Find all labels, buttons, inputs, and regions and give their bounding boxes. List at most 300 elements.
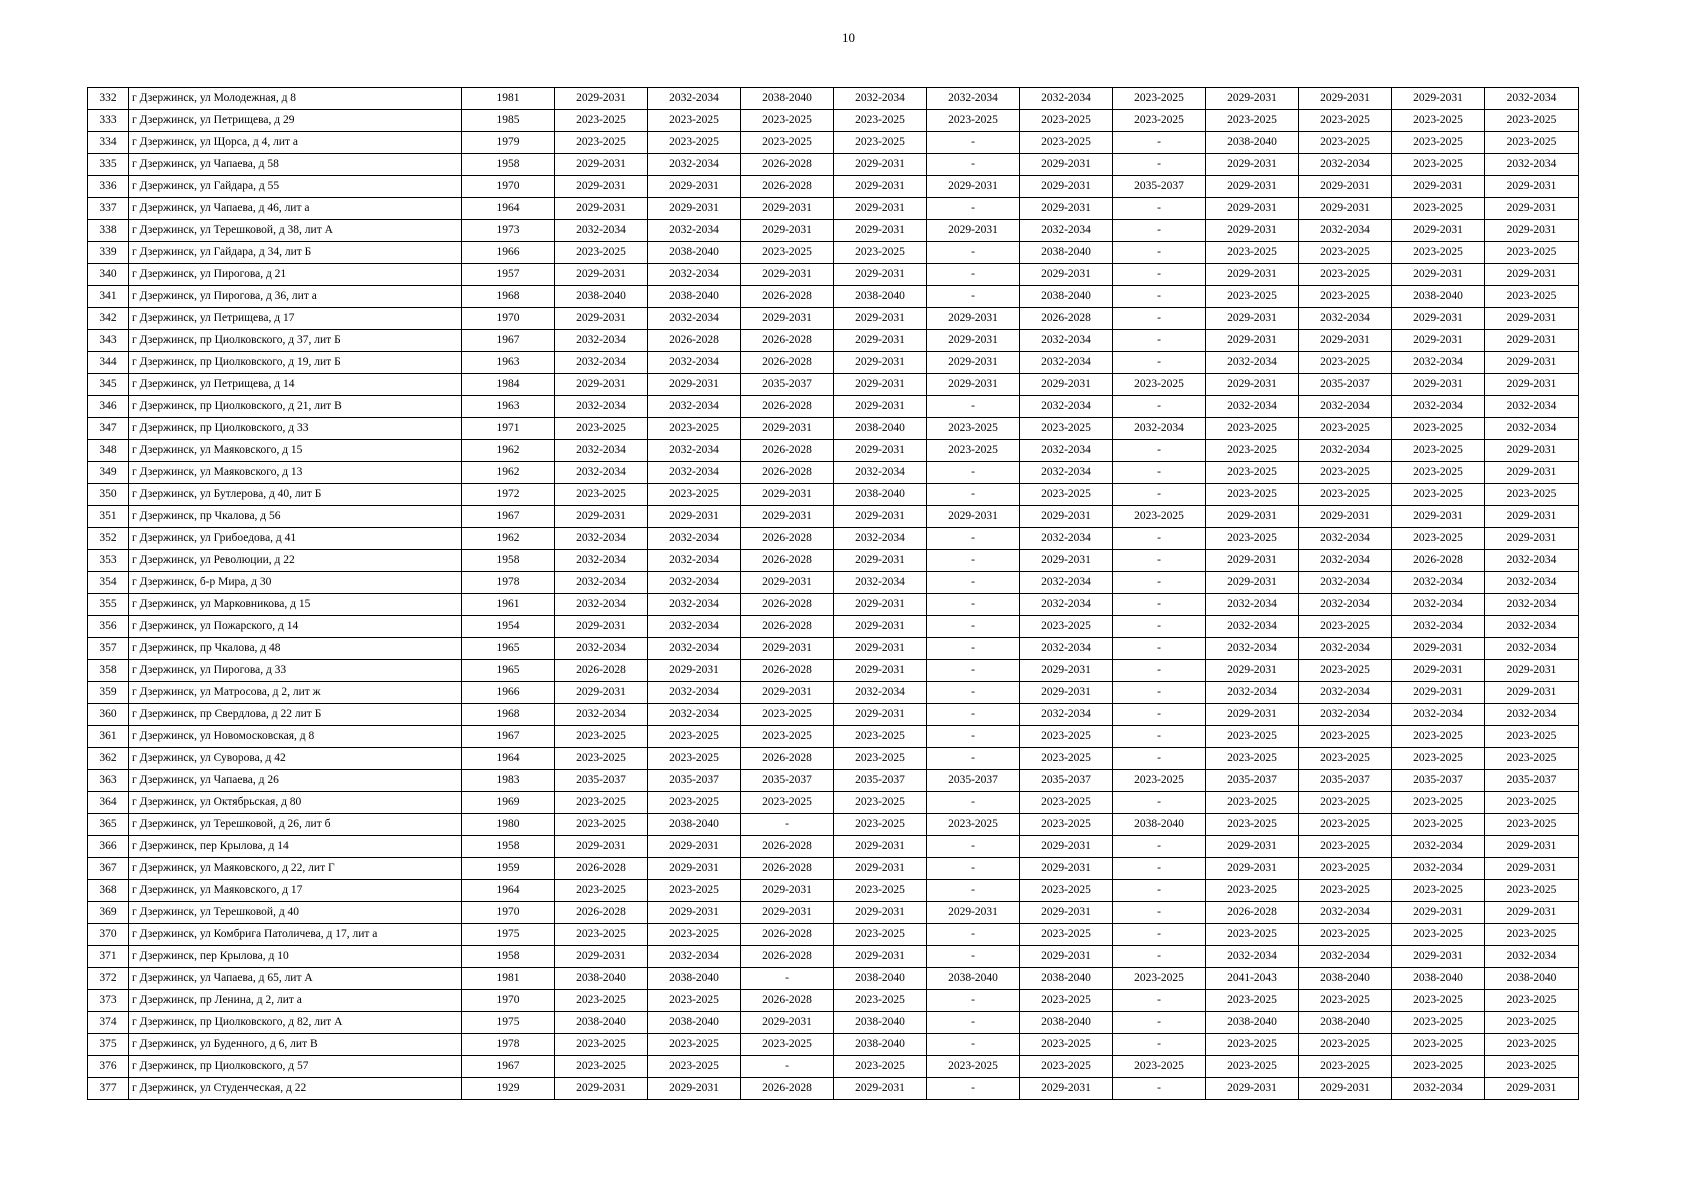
work-period-cell: 2029-2031 [834, 396, 927, 418]
row-number-cell: 332 [88, 88, 129, 110]
work-period-cell: 2032-2034 [648, 594, 741, 616]
work-period-cell: - [1113, 792, 1206, 814]
work-period-cell: 2032-2034 [1485, 418, 1579, 440]
work-period-cell: - [927, 1012, 1020, 1034]
work-period-cell: 2032-2034 [1485, 88, 1579, 110]
row-number-cell: 370 [88, 924, 129, 946]
work-period-cell: 2032-2034 [555, 462, 648, 484]
work-period-cell: 2029-2031 [1020, 836, 1113, 858]
work-period-cell: 2023-2025 [555, 814, 648, 836]
year-built-cell: 1966 [462, 682, 555, 704]
work-period-cell: 2029-2031 [741, 1012, 834, 1034]
work-period-cell: - [927, 858, 1020, 880]
housing-register-table [87, 87, 1579, 1100]
work-period-cell: 2038-2040 [1392, 968, 1485, 990]
table-row [88, 286, 1579, 308]
work-period-cell: 2023-2025 [1485, 110, 1579, 132]
work-period-cell: 2023-2025 [1020, 748, 1113, 770]
year-built-cell: 1970 [462, 990, 555, 1012]
work-period-cell: 2023-2025 [1206, 484, 1299, 506]
work-period-cell: 2032-2034 [1299, 902, 1392, 924]
year-built-cell: 1962 [462, 528, 555, 550]
work-period-cell: 2032-2034 [555, 594, 648, 616]
work-period-cell: 2032-2034 [1485, 946, 1579, 968]
row-number-cell: 364 [88, 792, 129, 814]
work-period-cell: 2023-2025 [834, 748, 927, 770]
work-period-cell: 2023-2025 [834, 924, 927, 946]
work-period-cell: 2023-2025 [1485, 1012, 1579, 1034]
address-cell: г Дзержинск, ул Гайдара, д 34, лит Б [129, 242, 462, 264]
work-period-cell: 2023-2025 [1206, 110, 1299, 132]
work-period-cell: 2023-2025 [648, 1034, 741, 1056]
table-row [88, 572, 1579, 594]
work-period-cell: - [927, 396, 1020, 418]
work-period-cell: 2029-2031 [1485, 1078, 1579, 1100]
address-cell: г Дзержинск, пр Циолковского, д 21, лит В [129, 396, 462, 418]
work-period-cell: 2038-2040 [1392, 286, 1485, 308]
year-built-cell: 1958 [462, 154, 555, 176]
work-period-cell: 2029-2031 [1206, 308, 1299, 330]
work-period-cell: 2023-2025 [1206, 1056, 1299, 1078]
work-period-cell: - [1113, 836, 1206, 858]
work-period-cell: 2032-2034 [1485, 616, 1579, 638]
address-cell: г Дзержинск, ул Маяковского, д 13 [129, 462, 462, 484]
work-period-cell: 2032-2034 [1020, 396, 1113, 418]
work-period-cell: 2038-2040 [741, 88, 834, 110]
year-built-cell: 1970 [462, 176, 555, 198]
address-cell: г Дзержинск, ул Петрищева, д 14 [129, 374, 462, 396]
work-period-cell: 2032-2034 [1020, 462, 1113, 484]
work-period-cell: 2029-2031 [834, 308, 927, 330]
row-number-cell: 357 [88, 638, 129, 660]
work-period-cell: 2035-2037 [648, 770, 741, 792]
row-number-cell: 377 [88, 1078, 129, 1100]
row-number-cell: 352 [88, 528, 129, 550]
work-period-cell: 2032-2034 [1113, 418, 1206, 440]
work-period-cell: 2029-2031 [927, 330, 1020, 352]
row-number-cell: 344 [88, 352, 129, 374]
work-period-cell: 2029-2031 [1485, 858, 1579, 880]
work-period-cell: 2029-2031 [1485, 836, 1579, 858]
table-row [88, 154, 1579, 176]
work-period-cell: 2029-2031 [1206, 1078, 1299, 1100]
work-period-cell: 2023-2025 [1485, 286, 1579, 308]
work-period-cell: - [927, 286, 1020, 308]
work-period-cell: 2023-2025 [555, 1056, 648, 1078]
work-period-cell: - [1113, 572, 1206, 594]
work-period-cell: 2032-2034 [1299, 308, 1392, 330]
work-period-cell: 2029-2031 [1485, 198, 1579, 220]
work-period-cell: 2023-2025 [1392, 484, 1485, 506]
work-period-cell: 2032-2034 [555, 572, 648, 594]
work-period-cell: 2029-2031 [834, 264, 927, 286]
work-period-cell: 2029-2031 [1485, 176, 1579, 198]
work-period-cell: 2029-2031 [834, 374, 927, 396]
work-period-cell: 2026-2028 [555, 858, 648, 880]
work-period-cell: - [927, 616, 1020, 638]
work-period-cell: 2023-2025 [1392, 726, 1485, 748]
work-period-cell: 2029-2031 [555, 374, 648, 396]
work-period-cell: 2029-2031 [1299, 176, 1392, 198]
work-period-cell: - [927, 726, 1020, 748]
work-period-cell: 2029-2031 [1485, 462, 1579, 484]
work-period-cell: 2029-2031 [834, 550, 927, 572]
work-period-cell: 2029-2031 [1206, 88, 1299, 110]
work-period-cell: 2029-2031 [1392, 220, 1485, 242]
work-period-cell: - [927, 528, 1020, 550]
work-period-cell: - [1113, 286, 1206, 308]
work-period-cell: 2026-2028 [555, 660, 648, 682]
work-period-cell: - [1113, 638, 1206, 660]
work-period-cell: 2023-2025 [1299, 924, 1392, 946]
year-built-cell: 1959 [462, 858, 555, 880]
address-cell: г Дзержинск, пр Циолковского, д 37, лит Б [129, 330, 462, 352]
work-period-cell: 2029-2031 [1020, 198, 1113, 220]
work-period-cell: 2029-2031 [1020, 374, 1113, 396]
work-period-cell: 2023-2025 [1392, 242, 1485, 264]
work-period-cell: 2023-2025 [555, 132, 648, 154]
work-period-cell: 2023-2025 [927, 110, 1020, 132]
work-period-cell: 2038-2040 [834, 1034, 927, 1056]
work-period-cell: 2029-2031 [1392, 946, 1485, 968]
work-period-cell: 2038-2040 [648, 242, 741, 264]
address-cell: г Дзержинск, ул Комбрига Патоличева, д 17, лит а [129, 924, 462, 946]
address-cell: г Дзержинск, ул Маяковского, д 15 [129, 440, 462, 462]
work-period-cell: 2029-2031 [834, 836, 927, 858]
work-period-cell: 2032-2034 [1206, 352, 1299, 374]
address-cell: г Дзержинск, ул Октябрьская, д 80 [129, 792, 462, 814]
work-period-cell: - [1113, 198, 1206, 220]
work-period-cell: 2026-2028 [1392, 550, 1485, 572]
year-built-cell: 1984 [462, 374, 555, 396]
work-period-cell: 2029-2031 [555, 836, 648, 858]
work-period-cell: - [927, 572, 1020, 594]
row-number-cell: 349 [88, 462, 129, 484]
table-row [88, 198, 1579, 220]
year-built-cell: 1985 [462, 110, 555, 132]
work-period-cell: 2023-2025 [1299, 814, 1392, 836]
work-period-cell: 2029-2031 [741, 638, 834, 660]
row-number-cell: 338 [88, 220, 129, 242]
work-period-cell: 2032-2034 [1392, 594, 1485, 616]
work-period-cell: 2023-2025 [1485, 792, 1579, 814]
work-period-cell: 2038-2040 [555, 968, 648, 990]
work-period-cell: 2032-2034 [1206, 396, 1299, 418]
year-built-cell: 1967 [462, 506, 555, 528]
work-period-cell: 2029-2031 [834, 946, 927, 968]
work-period-cell: 2035-2037 [1020, 770, 1113, 792]
work-period-cell: 2029-2031 [1392, 638, 1485, 660]
table-row [88, 858, 1579, 880]
work-period-cell: 2038-2040 [1020, 242, 1113, 264]
work-period-cell: 2038-2040 [834, 286, 927, 308]
row-number-cell: 350 [88, 484, 129, 506]
work-period-cell: 2032-2034 [1392, 352, 1485, 374]
work-period-cell: - [1113, 660, 1206, 682]
work-period-cell: 2023-2025 [1299, 880, 1392, 902]
work-period-cell: 2032-2034 [1485, 594, 1579, 616]
work-period-cell: - [1113, 484, 1206, 506]
work-period-cell: 2032-2034 [1485, 572, 1579, 594]
row-number-cell: 337 [88, 198, 129, 220]
year-built-cell: 1963 [462, 396, 555, 418]
work-period-cell: 2032-2034 [927, 88, 1020, 110]
work-period-cell: - [927, 682, 1020, 704]
work-period-cell: 2023-2025 [1392, 462, 1485, 484]
work-period-cell: 2023-2025 [648, 132, 741, 154]
work-period-cell: 2029-2031 [927, 506, 1020, 528]
table-row [88, 880, 1579, 902]
work-period-cell: 2026-2028 [741, 440, 834, 462]
work-period-cell: - [1113, 264, 1206, 286]
work-period-cell: 2032-2034 [1299, 946, 1392, 968]
work-period-cell: 2029-2031 [834, 616, 927, 638]
address-cell: г Дзержинск, пр Циолковского, д 57 [129, 1056, 462, 1078]
work-period-cell: - [927, 748, 1020, 770]
work-period-cell: 2029-2031 [555, 88, 648, 110]
work-period-cell: 2026-2028 [648, 330, 741, 352]
work-period-cell: 2029-2031 [1206, 836, 1299, 858]
table-row [88, 396, 1579, 418]
work-period-cell: 2032-2034 [1392, 616, 1485, 638]
work-period-cell: 2032-2034 [1020, 330, 1113, 352]
work-period-cell: 2026-2028 [741, 396, 834, 418]
row-number-cell: 354 [88, 572, 129, 594]
year-built-cell: 1968 [462, 704, 555, 726]
work-period-cell: 2023-2025 [1299, 792, 1392, 814]
work-period-cell: 2023-2025 [1020, 814, 1113, 836]
work-period-cell: 2032-2034 [834, 682, 927, 704]
work-period-cell: 2023-2025 [1299, 242, 1392, 264]
work-period-cell: 2026-2028 [555, 902, 648, 924]
work-period-cell: 2023-2025 [1206, 418, 1299, 440]
table-row [88, 748, 1579, 770]
year-built-cell: 1970 [462, 308, 555, 330]
work-period-cell: 2032-2034 [1299, 638, 1392, 660]
row-number-cell: 360 [88, 704, 129, 726]
page-number: 10 [842, 30, 855, 45]
work-period-cell: 2023-2025 [1113, 968, 1206, 990]
work-period-cell: 2026-2028 [741, 1078, 834, 1100]
work-period-cell: 2023-2025 [741, 726, 834, 748]
row-number-cell: 341 [88, 286, 129, 308]
work-period-cell: 2023-2025 [1299, 1056, 1392, 1078]
work-period-cell: 2029-2031 [1485, 506, 1579, 528]
work-period-cell: 2023-2025 [834, 880, 927, 902]
work-period-cell: 2029-2031 [1020, 902, 1113, 924]
work-period-cell: 2029-2031 [648, 1078, 741, 1100]
work-period-cell: 2032-2034 [648, 220, 741, 242]
address-cell: г Дзержинск, ул Пирогова, д 33 [129, 660, 462, 682]
year-built-cell: 1983 [462, 770, 555, 792]
row-number-cell: 367 [88, 858, 129, 880]
work-period-cell: 2023-2025 [1392, 880, 1485, 902]
address-cell: г Дзержинск, пр Циолковского, д 82, лит А [129, 1012, 462, 1034]
work-period-cell: 2029-2031 [1206, 704, 1299, 726]
row-number-cell: 351 [88, 506, 129, 528]
row-number-cell: 365 [88, 814, 129, 836]
work-period-cell: 2023-2025 [1299, 132, 1392, 154]
work-period-cell: 2023-2025 [1299, 726, 1392, 748]
work-period-cell: 2023-2025 [1299, 264, 1392, 286]
work-period-cell: 2029-2031 [834, 330, 927, 352]
work-period-cell: 2032-2034 [1485, 396, 1579, 418]
year-built-cell: 1967 [462, 330, 555, 352]
year-built-cell: 1969 [462, 792, 555, 814]
row-number-cell: 359 [88, 682, 129, 704]
work-period-cell: 2023-2025 [1113, 374, 1206, 396]
work-period-cell: 2029-2031 [555, 308, 648, 330]
work-period-cell: 2035-2037 [555, 770, 648, 792]
work-period-cell: 2032-2034 [1206, 616, 1299, 638]
work-period-cell: 2023-2025 [1206, 1034, 1299, 1056]
work-period-cell: 2032-2034 [1020, 88, 1113, 110]
work-period-cell: 2023-2025 [1485, 924, 1579, 946]
year-built-cell: 1962 [462, 462, 555, 484]
work-period-cell: - [927, 264, 1020, 286]
work-period-cell: 2023-2025 [1299, 748, 1392, 770]
work-period-cell: 2023-2025 [555, 990, 648, 1012]
work-period-cell: 2029-2031 [1206, 330, 1299, 352]
work-period-cell: - [927, 946, 1020, 968]
work-period-cell: 2032-2034 [555, 704, 648, 726]
work-period-cell: 2029-2031 [555, 946, 648, 968]
work-period-cell: - [927, 924, 1020, 946]
work-period-cell: 2029-2031 [1206, 550, 1299, 572]
work-period-cell: 2029-2031 [1485, 660, 1579, 682]
year-built-cell: 1967 [462, 726, 555, 748]
work-period-cell: 2032-2034 [1020, 440, 1113, 462]
work-period-cell: 2029-2031 [834, 440, 927, 462]
work-period-cell: - [927, 462, 1020, 484]
row-number-cell: 358 [88, 660, 129, 682]
work-period-cell: 2023-2025 [834, 726, 927, 748]
work-period-cell: - [927, 880, 1020, 902]
work-period-cell: 2038-2040 [834, 1012, 927, 1034]
work-period-cell: 2023-2025 [834, 792, 927, 814]
work-period-cell: 2023-2025 [1206, 924, 1299, 946]
work-period-cell: 2032-2034 [1299, 220, 1392, 242]
work-period-cell: 2023-2025 [1020, 1056, 1113, 1078]
work-period-cell: 2023-2025 [1392, 528, 1485, 550]
work-period-cell: 2023-2025 [1020, 616, 1113, 638]
row-number-cell: 376 [88, 1056, 129, 1078]
work-period-cell: 2032-2034 [648, 352, 741, 374]
work-period-cell: - [1113, 462, 1206, 484]
work-period-cell: 2029-2031 [741, 902, 834, 924]
work-period-cell: 2038-2040 [1299, 968, 1392, 990]
work-period-cell: 2029-2031 [1392, 264, 1485, 286]
work-period-cell: - [927, 154, 1020, 176]
row-number-cell: 334 [88, 132, 129, 154]
work-period-cell: 2029-2031 [741, 682, 834, 704]
work-period-cell: 2029-2031 [555, 198, 648, 220]
work-period-cell: 2023-2025 [927, 418, 1020, 440]
work-period-cell: - [741, 1056, 834, 1078]
address-cell: г Дзержинск, ул Суворова, д 42 [129, 748, 462, 770]
work-period-cell: 2023-2025 [927, 814, 1020, 836]
work-period-cell: 2029-2031 [1485, 374, 1579, 396]
work-period-cell: 2029-2031 [1392, 506, 1485, 528]
work-period-cell: - [1113, 220, 1206, 242]
address-cell: г Дзержинск, ул Чапаева, д 26 [129, 770, 462, 792]
work-period-cell: 2032-2034 [834, 88, 927, 110]
address-cell: г Дзержинск, пр Циолковского, д 19, лит Б [129, 352, 462, 374]
work-period-cell: 2029-2031 [1299, 198, 1392, 220]
work-period-cell: 2029-2031 [741, 308, 834, 330]
work-period-cell: 2023-2025 [1485, 990, 1579, 1012]
table-row [88, 704, 1579, 726]
work-period-cell: 2023-2025 [1392, 1012, 1485, 1034]
work-period-cell: - [1113, 440, 1206, 462]
work-period-cell: 2029-2031 [555, 176, 648, 198]
work-period-cell: - [1113, 330, 1206, 352]
work-period-cell: 2023-2025 [1485, 748, 1579, 770]
work-period-cell: 2029-2031 [1392, 308, 1485, 330]
work-period-cell: 2023-2025 [1392, 990, 1485, 1012]
table-row [88, 1012, 1579, 1034]
year-built-cell: 1964 [462, 198, 555, 220]
work-period-cell: 2029-2031 [1020, 1078, 1113, 1100]
work-period-cell: 2032-2034 [1485, 154, 1579, 176]
work-period-cell: 2035-2037 [741, 770, 834, 792]
work-period-cell: - [1113, 1012, 1206, 1034]
address-cell: г Дзержинск, ул Терешковой, д 38, лит А [129, 220, 462, 242]
work-period-cell: 2023-2025 [555, 1034, 648, 1056]
year-built-cell: 1973 [462, 220, 555, 242]
work-period-cell: 2032-2034 [1299, 704, 1392, 726]
work-period-cell: 2032-2034 [648, 704, 741, 726]
table-row [88, 792, 1579, 814]
work-period-cell: - [927, 484, 1020, 506]
table-row [88, 308, 1579, 330]
work-period-cell: 2023-2025 [1392, 154, 1485, 176]
work-period-cell: - [1113, 858, 1206, 880]
work-period-cell: 2023-2025 [1113, 1056, 1206, 1078]
work-period-cell: 2029-2031 [741, 572, 834, 594]
work-period-cell: 2032-2034 [648, 682, 741, 704]
work-period-cell: 2032-2034 [1206, 946, 1299, 968]
work-period-cell: 2023-2025 [1206, 748, 1299, 770]
work-period-cell: 2023-2025 [1485, 814, 1579, 836]
work-period-cell: 2023-2025 [1299, 990, 1392, 1012]
year-built-cell: 1929 [462, 1078, 555, 1100]
work-period-cell: 2029-2031 [1206, 220, 1299, 242]
row-number-cell: 369 [88, 902, 129, 924]
work-period-cell: 2026-2028 [741, 154, 834, 176]
work-period-cell: 2029-2031 [1020, 550, 1113, 572]
table-row [88, 176, 1579, 198]
table-row [88, 1034, 1579, 1056]
work-period-cell: 2032-2034 [648, 616, 741, 638]
row-number-cell: 336 [88, 176, 129, 198]
work-period-cell: 2023-2025 [555, 484, 648, 506]
work-period-cell: - [927, 660, 1020, 682]
table-row [88, 946, 1579, 968]
work-period-cell: 2023-2025 [1206, 792, 1299, 814]
year-built-cell: 1975 [462, 924, 555, 946]
work-period-cell: 2023-2025 [555, 748, 648, 770]
work-period-cell: 2032-2034 [1206, 594, 1299, 616]
work-period-cell: 2029-2031 [834, 1078, 927, 1100]
year-built-cell: 1979 [462, 132, 555, 154]
address-cell: г Дзержинск, ул Новомосковская, д 8 [129, 726, 462, 748]
address-cell: г Дзержинск, ул Пирогова, д 36, лит а [129, 286, 462, 308]
row-number-cell: 371 [88, 946, 129, 968]
work-period-cell: 2032-2034 [1206, 638, 1299, 660]
work-period-cell: 2032-2034 [648, 528, 741, 550]
work-period-cell: 2032-2034 [1299, 440, 1392, 462]
